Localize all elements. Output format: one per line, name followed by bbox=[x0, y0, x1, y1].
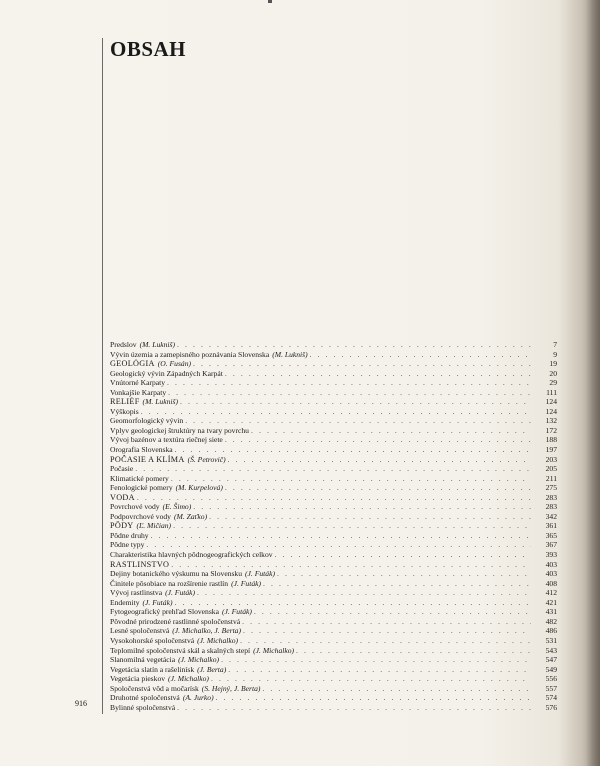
toc-entry-page: 403 bbox=[545, 559, 557, 569]
toc-entry-page: 20 bbox=[549, 368, 557, 378]
toc-entry bbox=[110, 550, 557, 560]
toc-entry bbox=[110, 646, 557, 656]
dot-leader bbox=[228, 665, 531, 675]
toc-entry bbox=[110, 521, 557, 531]
toc-entry-author: (A. Jurko) bbox=[182, 693, 214, 703]
dot-leader bbox=[173, 521, 531, 531]
toc-entry bbox=[110, 359, 557, 369]
page-title: OBSAH bbox=[110, 37, 187, 61]
dot-leader bbox=[277, 569, 531, 579]
toc-entry bbox=[110, 397, 557, 407]
toc-entry-page: 367 bbox=[545, 540, 557, 550]
dot-leader bbox=[168, 388, 531, 398]
dot-leader bbox=[225, 483, 531, 493]
toc-entry bbox=[110, 579, 557, 589]
dot-leader bbox=[174, 598, 531, 608]
dot-leader bbox=[262, 684, 531, 694]
dot-leader bbox=[167, 378, 531, 388]
dot-leader bbox=[221, 655, 531, 665]
dot-leader bbox=[310, 350, 531, 360]
toc-entry bbox=[110, 369, 557, 379]
toc-entry-page: 132 bbox=[545, 416, 557, 426]
toc-entry-title: Druhotné spoločenstvá bbox=[110, 693, 180, 703]
toc-entry-title: Charakteristika hlavných pôdnogeografických celkov bbox=[110, 550, 273, 560]
toc-entry-author: (M. Lukniš) bbox=[272, 349, 308, 359]
toc-entry-title: Lesné spoločenstvá bbox=[110, 626, 170, 636]
toc-entry-title: Vývoj rastlinstva bbox=[110, 588, 163, 598]
toc-entry-author: (M. Lukniš) bbox=[139, 340, 176, 349]
toc-entry-page: 403 bbox=[545, 569, 557, 579]
toc-entry-author: (M. Lukniš) bbox=[142, 397, 178, 407]
toc-entry-title: Geologický vývin Západných Karpát bbox=[110, 368, 223, 378]
toc-entry-page: 111 bbox=[546, 387, 557, 397]
dot-leader bbox=[243, 626, 531, 636]
toc-entry bbox=[110, 665, 557, 675]
toc-entry bbox=[110, 636, 557, 646]
toc-entry-author: (M. Zaťko) bbox=[173, 511, 208, 521]
toc-entry-author: (J. Michalko) bbox=[253, 645, 295, 655]
toc-entry bbox=[110, 416, 557, 426]
vertical-rule bbox=[102, 38, 103, 714]
toc-entry-page: 549 bbox=[545, 664, 557, 674]
toc-entry-page: 556 bbox=[545, 674, 557, 684]
toc-entry-author: (J. Michalko) bbox=[197, 635, 239, 645]
toc-entry-author: (J. Futák) bbox=[165, 588, 196, 598]
toc-entry-title: Vnútorné Karpaty bbox=[110, 378, 166, 388]
dot-leader bbox=[197, 588, 531, 598]
toc-entry-page: 188 bbox=[545, 435, 557, 445]
toc-entry-title: Počasie bbox=[110, 464, 134, 474]
toc-entry bbox=[110, 350, 557, 360]
toc-entry bbox=[110, 340, 557, 350]
toc-entry-title: Slanomilná vegetácia bbox=[110, 655, 176, 665]
toc-entry-title: Činitele pôsobiace na rozšírenie rastlín bbox=[110, 578, 229, 588]
toc-entry-title: Teplomilné spoločenstvá skál a skalných stepí bbox=[110, 645, 251, 655]
page-edge-shadow bbox=[586, 0, 600, 766]
toc-entry-author: (J. Futák) bbox=[231, 578, 262, 588]
dot-leader bbox=[216, 693, 531, 703]
toc-entry-page: 283 bbox=[545, 502, 557, 512]
dot-leader bbox=[251, 426, 531, 436]
toc-entry-title: Vysokohorské spoločenstvá bbox=[110, 635, 195, 645]
toc-entry-author: (M. Kurpelová) bbox=[175, 483, 223, 493]
dot-leader bbox=[263, 579, 531, 589]
toc-entry-page: 205 bbox=[545, 464, 557, 474]
toc-entry-page: 203 bbox=[545, 454, 557, 464]
toc-entry bbox=[110, 474, 557, 484]
toc-entry bbox=[110, 407, 557, 417]
toc-entry bbox=[110, 560, 557, 570]
toc-entry-author: (J. Michalko) bbox=[178, 655, 220, 665]
toc-entry-page: 547 bbox=[545, 655, 557, 665]
dot-leader bbox=[180, 397, 531, 407]
toc-entry-page: 576 bbox=[545, 702, 557, 712]
toc-entry-page: 124 bbox=[545, 397, 557, 407]
toc-entry-page: 342 bbox=[545, 511, 557, 521]
toc-entry bbox=[110, 598, 557, 608]
toc-entry-page: 172 bbox=[545, 425, 557, 435]
toc-entry-title: Bylinné spoločenstvá bbox=[110, 702, 176, 712]
toc-entry-title: Pôvodné prirodzené rastlinné spoločenstvá bbox=[110, 616, 241, 626]
toc-entry-page: 211 bbox=[545, 473, 557, 483]
toc-entry-title: Vývin územia a zamepisného poznávania Slovenska bbox=[110, 349, 270, 359]
toc-section-title: VODA bbox=[110, 492, 135, 502]
toc-entry-page: 531 bbox=[545, 635, 557, 645]
dot-leader bbox=[225, 369, 531, 379]
toc-entry-page: 393 bbox=[545, 550, 557, 560]
toc-entry-author: (J. Futák) bbox=[142, 597, 173, 607]
dot-leader bbox=[175, 445, 531, 455]
toc-entry-author: (S. Hejný, J. Berta) bbox=[201, 683, 261, 693]
toc-entry bbox=[110, 684, 557, 694]
toc-entry bbox=[110, 464, 557, 474]
toc-entry bbox=[110, 626, 557, 636]
dot-leader bbox=[254, 607, 531, 617]
toc-entry-title: Vegetácia pieskov bbox=[110, 674, 166, 684]
dot-leader bbox=[177, 703, 531, 713]
toc-entry bbox=[110, 617, 557, 627]
dot-leader bbox=[146, 540, 531, 550]
dot-leader bbox=[141, 407, 531, 417]
toc-entry-title: Endemity bbox=[110, 597, 140, 607]
dot-leader bbox=[209, 512, 531, 522]
toc-entry-title: Dejiny botanického výskumu na Slovensku bbox=[110, 569, 243, 579]
toc-entry-author: (J. Futák) bbox=[221, 607, 252, 617]
dot-leader bbox=[275, 550, 531, 560]
toc-entry-title: Podpovrchové vody bbox=[110, 511, 171, 521]
toc-entry bbox=[110, 502, 557, 512]
dot-leader bbox=[171, 560, 531, 570]
toc-entry bbox=[110, 569, 557, 579]
print-mark bbox=[268, 0, 272, 3]
toc-entry bbox=[110, 703, 557, 713]
toc-entry-title: Vegetácia slatín a rašelinísk bbox=[110, 664, 195, 674]
toc-entry bbox=[110, 483, 557, 493]
toc-entry bbox=[110, 426, 557, 436]
toc-section-title: PÔDY bbox=[110, 521, 134, 531]
toc-entry-author: (O. Fusán) bbox=[157, 359, 192, 369]
dot-leader bbox=[228, 455, 531, 465]
toc-entry-author: (Š. Petrovič) bbox=[187, 454, 226, 464]
page-number: 916 bbox=[75, 699, 87, 708]
table-of-contents bbox=[110, 340, 557, 712]
toc-entry-page: 557 bbox=[545, 683, 557, 693]
dot-leader bbox=[177, 340, 531, 350]
toc-entry-title: Orografia Slovenska bbox=[110, 445, 173, 455]
toc-entry-page: 543 bbox=[545, 645, 557, 655]
toc-section-title: GEOLÓGIA bbox=[110, 359, 155, 369]
toc-entry-page: 412 bbox=[545, 588, 557, 598]
toc-entry-page: 574 bbox=[545, 693, 557, 703]
toc-entry bbox=[110, 445, 557, 455]
dot-leader bbox=[171, 474, 531, 484]
toc-entry-page: 9 bbox=[553, 349, 557, 359]
toc-entry-page: 408 bbox=[545, 578, 557, 588]
toc-entry-title: Pôdne druhy bbox=[110, 530, 149, 540]
toc-entry-page: 365 bbox=[545, 530, 557, 540]
toc-entry-title: Povrchové vody bbox=[110, 502, 160, 512]
toc-entry-title: Pôdne typy bbox=[110, 540, 145, 550]
toc-entry-title: Geomorfologický vývin bbox=[110, 416, 184, 426]
toc-entry-title: Fytogeografický prehľad Slovenska bbox=[110, 607, 219, 617]
toc-entry-title: Výškopis bbox=[110, 406, 139, 416]
toc-entry-title: Fenologické pomery bbox=[110, 483, 173, 493]
dot-leader bbox=[211, 674, 531, 684]
toc-entry-author: (J. Michalko, J. Berta) bbox=[172, 626, 242, 636]
toc-entry bbox=[110, 378, 557, 388]
toc-entry bbox=[110, 435, 557, 445]
toc-entry-author: (J. Michalko) bbox=[168, 674, 209, 684]
toc-entry-page: 275 bbox=[545, 483, 557, 493]
toc-entry bbox=[110, 512, 557, 522]
dot-leader bbox=[151, 531, 531, 541]
toc-entry bbox=[110, 493, 557, 503]
dot-leader bbox=[296, 646, 531, 656]
toc-entry-author: (E. Šimo) bbox=[162, 502, 192, 512]
toc-entry-title: Predslov bbox=[110, 340, 137, 349]
toc-entry-page: 19 bbox=[549, 359, 557, 369]
toc-entry-page: 7 bbox=[553, 340, 557, 349]
toc-entry-title: Vývoj bazénov a textúra riečnej siete bbox=[110, 435, 223, 445]
dot-leader bbox=[225, 435, 531, 445]
dot-leader bbox=[185, 416, 531, 426]
toc-entry-author: (J. Berta) bbox=[197, 664, 227, 674]
dot-leader bbox=[193, 502, 531, 512]
dot-leader bbox=[135, 464, 531, 474]
toc-entry bbox=[110, 531, 557, 541]
toc-section-title: RASTLINSTVO bbox=[110, 559, 170, 569]
toc-entry-page: 482 bbox=[545, 616, 557, 626]
toc-entry bbox=[110, 455, 557, 465]
toc-entry-title: Klimatické pomery bbox=[110, 473, 169, 483]
toc-entry-page: 421 bbox=[545, 597, 557, 607]
dot-leader bbox=[193, 359, 531, 369]
toc-entry bbox=[110, 540, 557, 550]
toc-entry-author: (Ľ. Mičian) bbox=[136, 521, 172, 531]
toc-entry-page: 197 bbox=[545, 445, 557, 455]
toc-entry bbox=[110, 693, 557, 703]
toc-entry-title: Vonkajšie Karpaty bbox=[110, 387, 167, 397]
toc-entry bbox=[110, 388, 557, 398]
toc-section-title: RELIÉF bbox=[110, 397, 140, 407]
toc-entry-title: Vplyv geologickej štruktúry na tvary povrchu bbox=[110, 425, 249, 435]
toc-entry-title: Spoločenstvá vôd a močarísk bbox=[110, 683, 199, 693]
dot-leader bbox=[240, 636, 531, 646]
toc-entry-page: 486 bbox=[545, 626, 557, 636]
toc-entry-page: 361 bbox=[545, 521, 557, 531]
toc-entry bbox=[110, 607, 557, 617]
dot-leader bbox=[242, 617, 531, 627]
toc-entry bbox=[110, 655, 557, 665]
toc-entry-page: 283 bbox=[545, 492, 557, 502]
toc-entry-page: 124 bbox=[545, 406, 557, 416]
toc-section-title: POČASIE A KLÍMA bbox=[110, 454, 185, 464]
toc-entry-page: 431 bbox=[545, 607, 557, 617]
toc-entry bbox=[110, 674, 557, 684]
dot-leader bbox=[137, 493, 531, 503]
toc-entry-page: 29 bbox=[549, 378, 557, 388]
toc-entry bbox=[110, 588, 557, 598]
toc-entry-author: (J. Futák) bbox=[245, 569, 275, 579]
